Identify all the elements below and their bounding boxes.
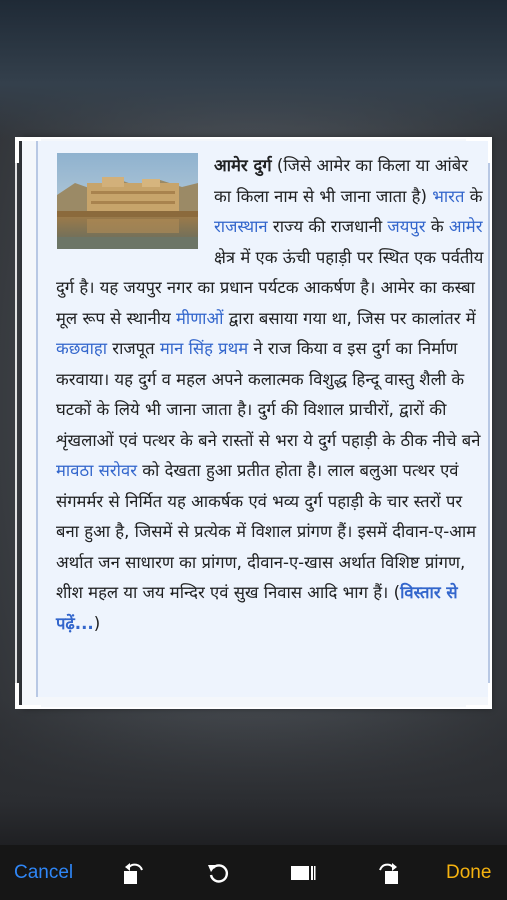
article-text: के bbox=[425, 217, 449, 236]
article-text: राजपूत bbox=[107, 339, 160, 358]
article-text: के bbox=[464, 186, 483, 206]
article-title: आमेर दुर्ग bbox=[214, 156, 272, 175]
link-mavtha-sarovar[interactable]: मावठा सरोवर bbox=[56, 461, 137, 480]
blurred-background-top bbox=[0, 0, 507, 140]
link-man-singh[interactable]: मान सिंह प्रथम bbox=[159, 339, 249, 358]
article-text: राज्य की राजधानी bbox=[267, 217, 388, 236]
link-jaipur[interactable]: जयपुर bbox=[387, 217, 426, 236]
link-rajasthan[interactable]: राजस्थान bbox=[214, 217, 268, 236]
link-bharat[interactable]: भारत bbox=[432, 186, 465, 206]
done-button[interactable]: Done bbox=[446, 862, 492, 883]
article-paragraph bbox=[56, 151, 488, 639]
paren-open: ( bbox=[393, 583, 401, 602]
link-meena[interactable]: मीणाओं bbox=[175, 308, 224, 328]
article-text: को देखता हुआ प्रतीत होता है। लाल बलुआ पत्थर एवं संगमर्मर से निर्मित यह आकर्षक एवं भव्य दुर्ग पहाड़ी के चार स्तरों पर बना हुआ है, जिसमें से प्रत्येक में विशाल प्रांगण हैं। इसमें दीवान-ए-आम अर्थात जन साधारण का प्रांगण, दीवान-ए-खास अर्थात विशिष्ट प्रांगण, शीश महल या जय मन्दिर एवं सुख निवास आदि भाग हैं। bbox=[56, 461, 477, 602]
rotate-right-icon[interactable] bbox=[374, 859, 402, 887]
captured-page bbox=[22, 137, 492, 709]
bottom-toolbar bbox=[0, 845, 507, 900]
reset-rotation-icon[interactable] bbox=[205, 859, 233, 887]
article-text: क्षेत्र में एक ऊंची पहाड़ी पर स्थित एक पर्वतीय दुर्ग है। यह जयपुर नगर का प्रधान पर्यटक आकर्षण है। आमेर का कस्बा मूल रूप से स्थानीय bbox=[56, 247, 484, 328]
blurred-background-bottom bbox=[0, 700, 507, 845]
thumbnail-float-spacer bbox=[56, 151, 214, 267]
article-text: द्वारा बसाया गया था, जिस पर कालांतर में bbox=[223, 308, 476, 328]
article-text: (जिसे आमेर का किला या आंबेर का किला नाम से भी जाना जाता है) bbox=[214, 156, 469, 206]
read-more-link[interactable]: विस्तार से पढ़ें... bbox=[56, 583, 458, 633]
link-kachhwaha[interactable]: कछवाहा bbox=[56, 339, 108, 358]
crop-edge-left[interactable] bbox=[15, 137, 17, 709]
article-box bbox=[36, 141, 490, 697]
rotate-left-icon[interactable] bbox=[120, 859, 148, 887]
cancel-button[interactable]: Cancel bbox=[14, 862, 74, 883]
paren-close: ) bbox=[93, 613, 101, 633]
link-amer[interactable]: आमेर bbox=[448, 217, 483, 236]
article-text: ने राज किया व इस दुर्ग का निर्माण करवाया। यह दुर्ग व महल अपने कलात्मक विशुद्ध हिन्दू वास्तु शैली के घटकों के लिये भी जाना जाता है। दुर्ग की विशाल प्राचीरों, द्वारों की शृंखलाओं एवं पत्थर के बने रास्तों से भरा ये दुर्ग पहाड़ी के ठीक नीचे बने bbox=[56, 339, 481, 450]
aspect-ratio-icon[interactable] bbox=[289, 859, 317, 887]
